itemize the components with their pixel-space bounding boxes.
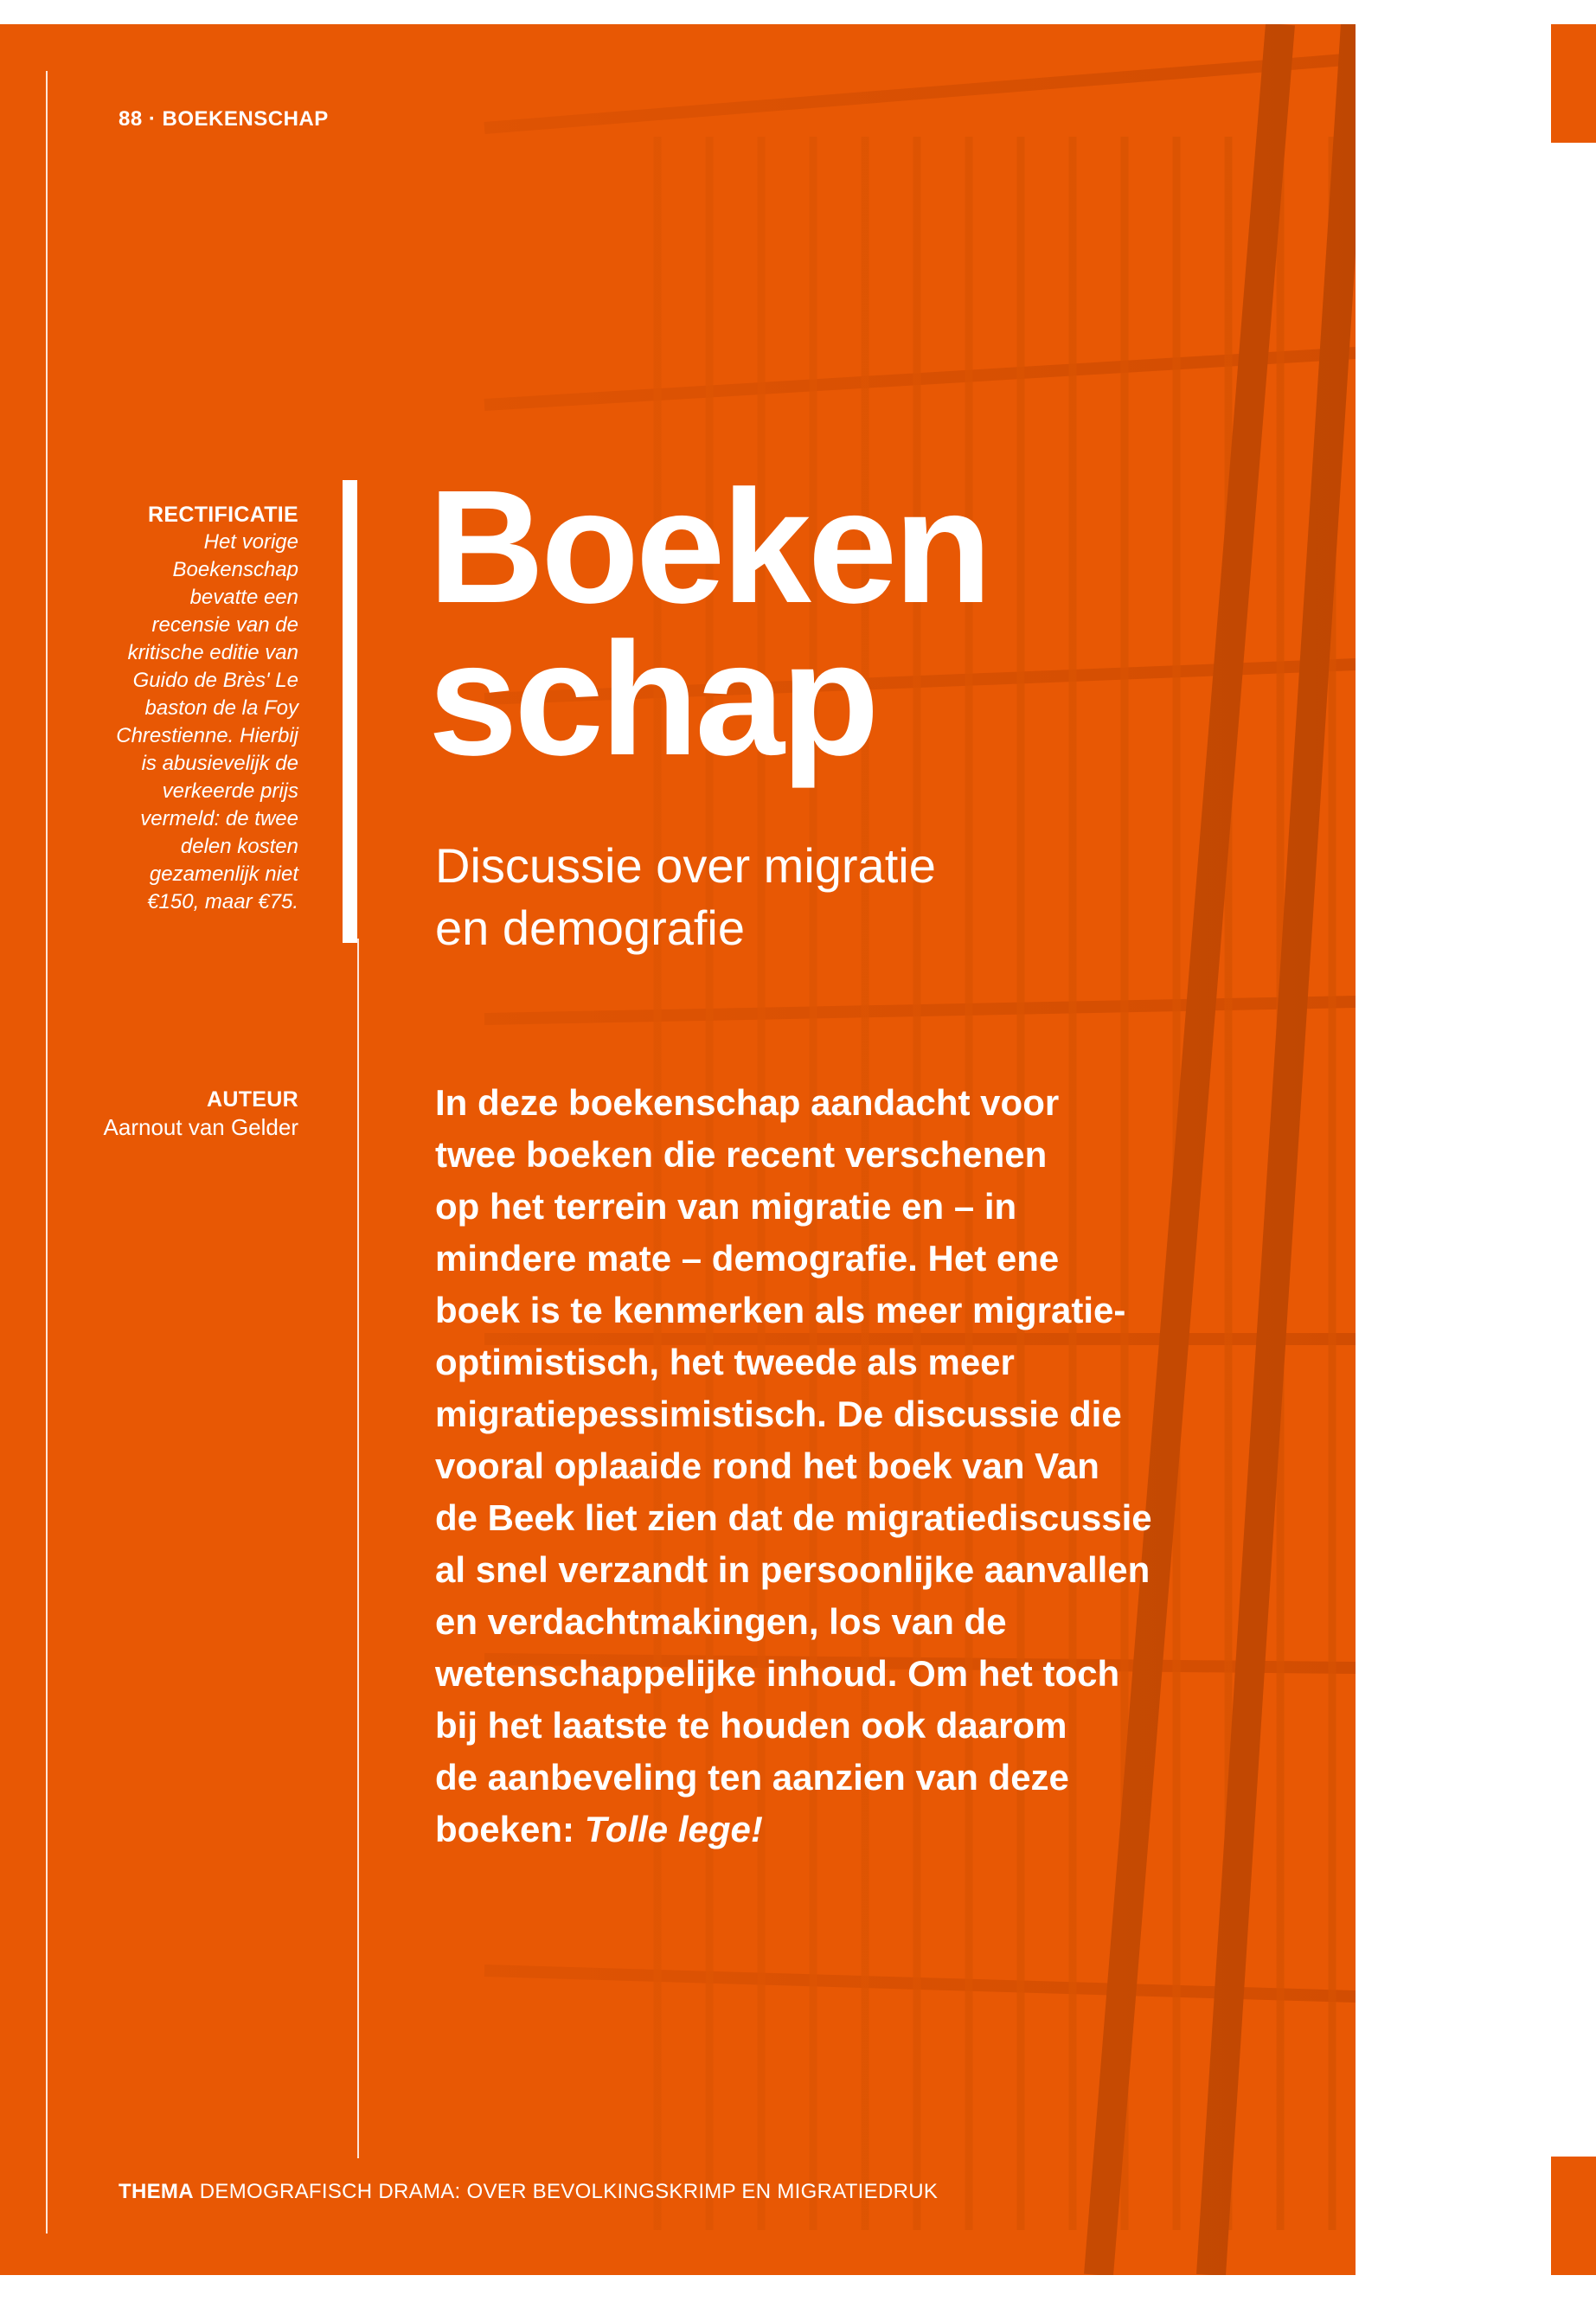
page-edge-tab-bottom: [1551, 2157, 1596, 2275]
title-line: Boeken: [428, 458, 989, 637]
rectification-line: kritische editie van: [127, 641, 298, 664]
lead-line: optimistisch, het tweede als meer: [435, 1342, 1015, 1382]
subtitle-line: Discussie over migratie: [435, 838, 936, 893]
article-subtitle: [435, 835, 1127, 959]
rectification-line: Chrestienne. Hierbij: [116, 724, 298, 747]
rectification-line: delen kosten: [180, 835, 298, 858]
lead-line: de aanbeveling ten aanzien van deze: [435, 1757, 1069, 1798]
lead-line: vooral oplaaide rond het boek van Van: [435, 1445, 1099, 1486]
rectification-line: Boekenschap: [172, 558, 298, 581]
rectification-line: verkeerde prijs: [162, 779, 298, 803]
rectification-line: Guido de Brès' Le: [132, 669, 298, 692]
lead-line: bij het laatste te houden ook daarom: [435, 1705, 1067, 1746]
lead-line-prefix: boeken:: [435, 1809, 585, 1849]
section-name: BOEKENSCHAP: [162, 107, 329, 131]
article-title: [428, 458, 989, 789]
rectification-line: recensie van de: [151, 613, 298, 637]
rectification-line: €150, maar €75.: [147, 890, 298, 913]
rectification-line: bevatte een: [189, 586, 298, 609]
author-label: AUTEUR: [207, 1087, 298, 1112]
rectification-text: [87, 529, 298, 916]
margin-rule: [46, 71, 48, 2234]
lead-line: mindere mate – demografie. Het ene: [435, 1238, 1060, 1279]
author-name: Aarnout van Gelder: [103, 1114, 298, 1140]
lead-line: de Beek liet zien dat de migratiediscussie: [435, 1497, 1152, 1538]
lead-line: op het terrein van migratie en – in: [435, 1186, 1017, 1227]
header-separator: ·: [148, 107, 157, 131]
rectification-label: RECTIFICATIE: [148, 503, 298, 527]
rectification-line: vermeld: de twee: [140, 807, 298, 830]
lead-emphasis: Tolle lege!: [584, 1809, 763, 1849]
lead-line: In deze boekenschap aandacht voor: [435, 1082, 1060, 1123]
lead-line: boek is te kenmerken als meer migratie-: [435, 1290, 1126, 1330]
lead-line: en verdachtmakingen, los van de: [435, 1601, 1007, 1642]
rectification-line: gezamenlijk niet: [149, 862, 298, 886]
subtitle-line: en demografie: [435, 901, 746, 955]
lead-line: migratiepessimistisch. De discussie die: [435, 1394, 1122, 1434]
rectification-line: baston de la Foy: [144, 696, 298, 720]
rectification-line: Het vorige: [203, 530, 298, 554]
lead-line: al snel verzandt in persoonlijke aanvallen: [435, 1549, 1151, 1590]
running-header: [119, 107, 329, 131]
page-edge-tab-top: [1551, 24, 1596, 143]
title-accent-bar: [343, 480, 357, 943]
rectification-line: is abusievelijk de: [141, 752, 298, 775]
author-credit: [87, 1086, 298, 1141]
page-number: 88: [119, 107, 143, 131]
rectification-note: [87, 501, 298, 916]
lead-line: twee boeken die recent verschenen: [435, 1134, 1048, 1175]
title-line: schap: [428, 610, 876, 789]
theme-title: DEMOGRAFISCH DRAMA: OVER BEVOLKINGSKRIMP EN MIGRATIEDRUK: [193, 2180, 939, 2203]
theme-label: THEMA: [119, 2180, 194, 2203]
lead-line: wetenschappelijke inhoud. Om het toch: [435, 1653, 1120, 1694]
column-rule: [357, 939, 359, 2158]
lead-paragraph: [435, 1077, 1300, 1856]
theme-footer: [119, 2180, 938, 2204]
